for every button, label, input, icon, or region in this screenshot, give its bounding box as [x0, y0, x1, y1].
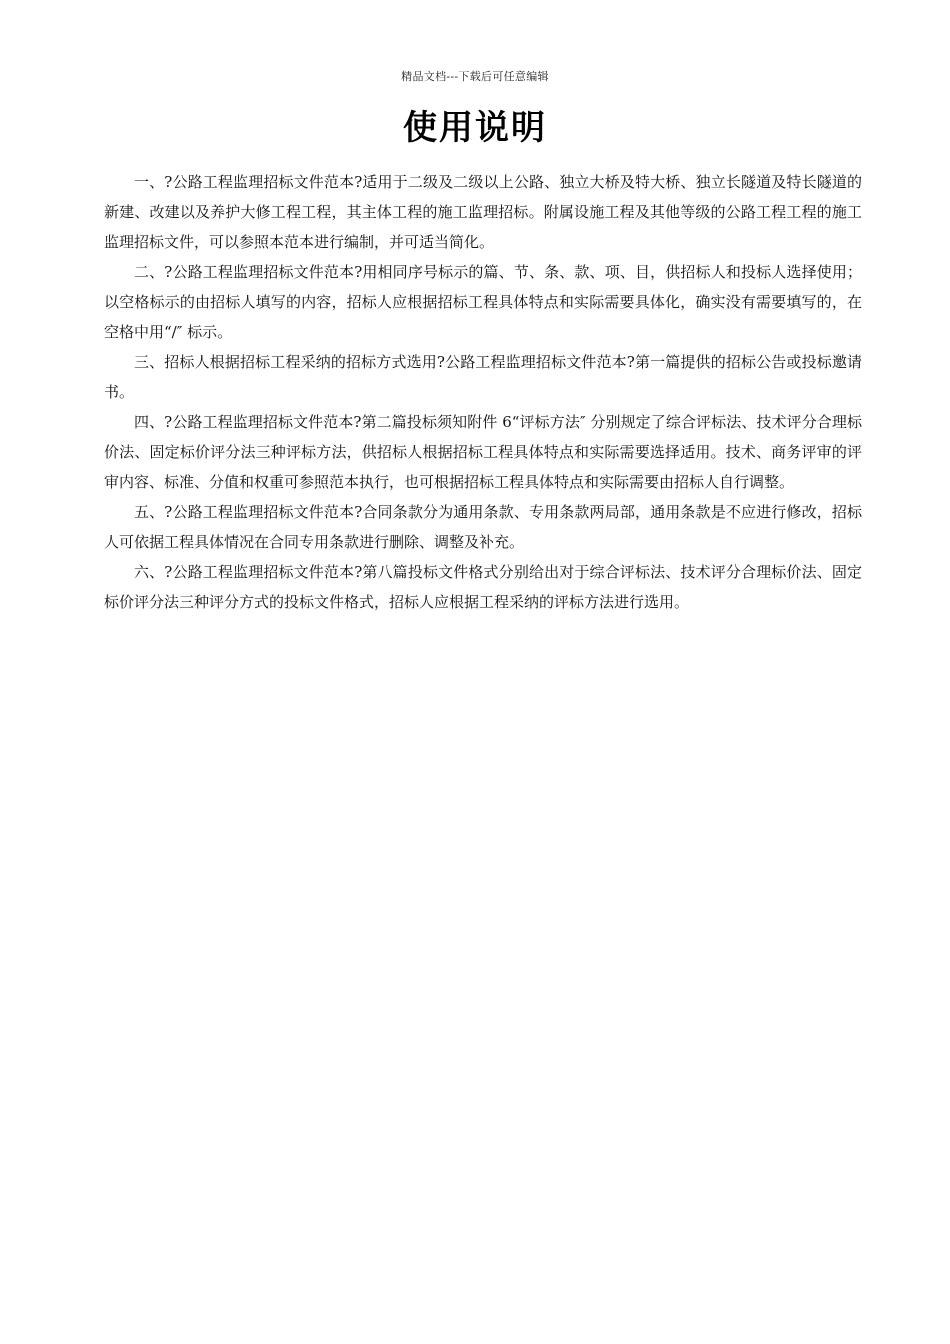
paragraph-6: 六、?公路工程监理招标文件范本?第八篇投标文件格式分别给出对于综合评标法、技术评分合理标价法、固定标价评分法三种评分方式的投标文件格式，招标人应根据工程采纳的评标方法进行选用。 [104, 563, 862, 611]
paragraph-3: 三、招标人根据招标工程采纳的招标方式选用?公路工程监理招标文件范本?第一篇提供的招标公告或投标邀请书。 [104, 353, 862, 401]
paragraph-2: 二、?公路工程监理招标文件范本?用相同序号标示的篇、节、条、款、项、目，供招标人和投标人选择使用；以空格标示的由招标人填写的内容，招标人应根据招标工程具体特点和实际需要具体化，确实没有需要填写的，在空格中用“/″ 标示。 [104, 263, 862, 341]
document-body [104, 167, 862, 617]
paragraph-4: 四、?公路工程监理招标文件范本?第二篇投标须知附件 6“评标方法″ 分别规定了综合评标法、技术评分合理标价法、固定标价评分法三种评标方法，供招标人根据招标工程具体特点和实际需要选择适用。技术、商务评审的评审内容、标准、分值和权重可参照范本执行，也可根据招标工程具体特点和实际需要由招标人自行调整。 [104, 413, 862, 491]
header-note: 精品文档---下载后可任意编辑 [401, 70, 549, 83]
paragraph-5: 五、?公路工程监理招标文件范本?合同条款分为通用条款、专用条款两局部，通用条款是不应进行修改，招标人可依据工程具体情况在合同专用条款进行删除、调整及补充。 [104, 503, 862, 551]
page-title: 使用说明 [403, 108, 547, 148]
paragraph-1: 一、?公路工程监理招标文件范本?适用于二级及二级以上公路、独立大桥及特大桥、独立长隧道及特长隧道的新建、改建以及养护大修工程工程，其主体工程的施工监理招标。附属设施工程及其他等级的公路工程工程的施工监理招标文件，可以参照本范本进行编制，并可适当简化。 [104, 173, 862, 251]
